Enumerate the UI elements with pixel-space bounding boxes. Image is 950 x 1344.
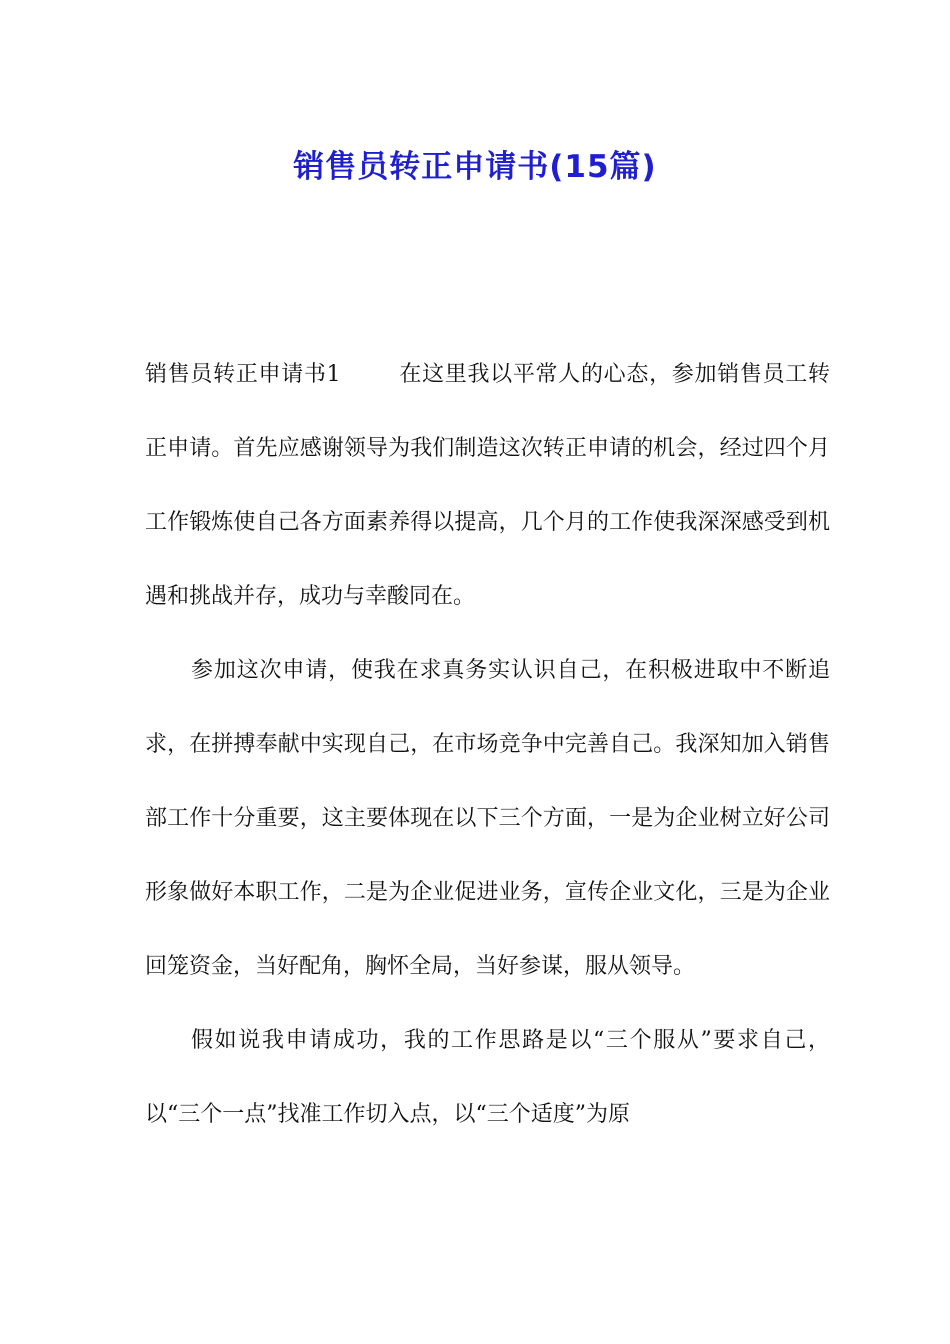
paragraph-1-text: 在这里我以平常人的心态，参加销售员工转正申请。首先应感谢领导为我们制造这次转正申请的机会，经过四个月工作锻炼使自己各方面素养得以提高，几个月的工作使我深深感受到机遇和挑战并存，成功与幸酸同在。 — [145, 362, 830, 609]
document-title: 销售员转正申请书(15篇) — [293, 148, 657, 185]
paragraph-1 — [145, 338, 830, 634]
paragraph-2: 参加这次申请，使我在求真务实认识自己，在积极进取中不断追求，在拼搏奉献中实现自己，在市场竞争中完善自己。我深知加入销售部工作十分重要，这主要体现在以下三个方面，一是为企业树立好公司形象做好本职工作，二是为企业促进业务，宣传企业文化，三是为企业回笼资金，当好配角，胸怀全局，当好参谋，服从领导。 — [145, 658, 830, 979]
document-body — [145, 338, 830, 1152]
section-heading: 销售员转正申请书1 — [145, 362, 341, 387]
paragraph-3: 假如说我申请成功，我的工作思路是以“三个服从”要求自己，以“三个一点”找准工作切入点，以“三个适度”为原 — [145, 1028, 830, 1127]
